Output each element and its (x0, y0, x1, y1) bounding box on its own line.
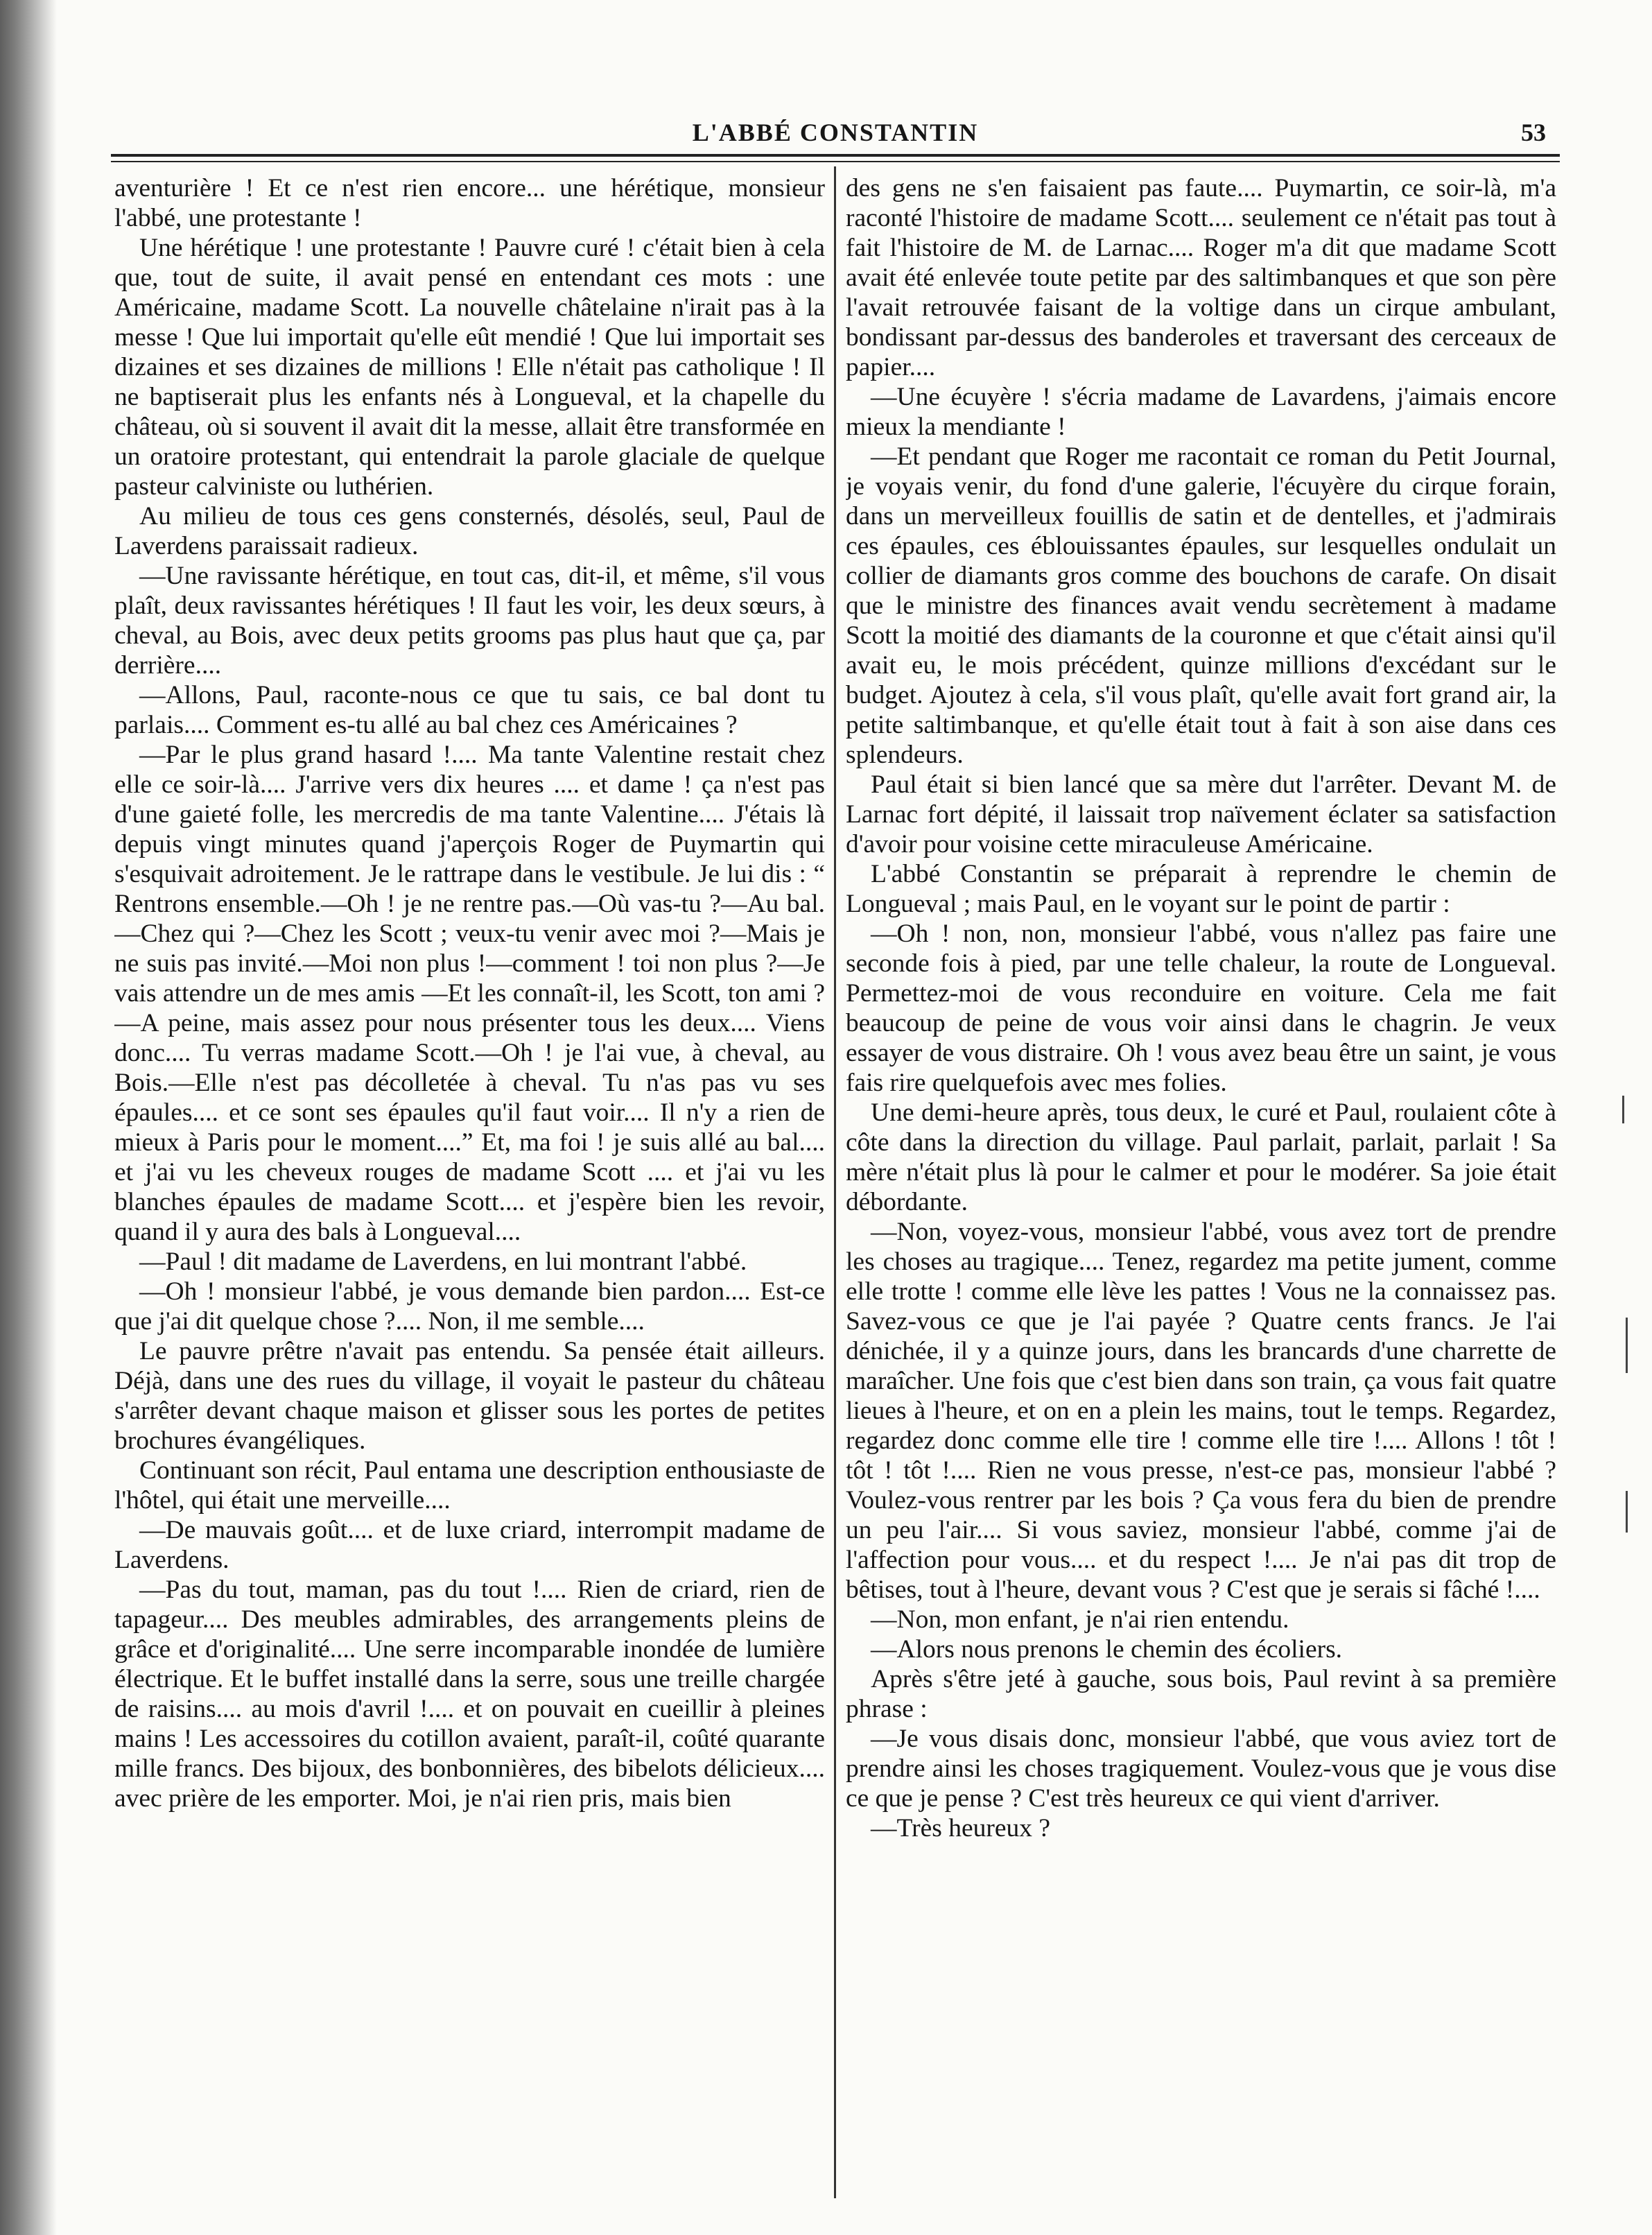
paragraph: Au milieu de tous ces gens consternés, désolés, seul, Paul de Laverdens paraissait radieux. (114, 502, 825, 560)
paragraph: —Et pendant que Roger me racontait ce roman du Petit Journal, je voyais venir, du fond d'une galerie, l'écuyère du cirque forain, dans un merveilleux fouillis de satin et de dentelles, et j'admirais ces épaules, ces éblouissantes épaules, sur lesquelles ondulait un collier de diamants gros comme des bouchons de carafe. On disait que le ministre des finances avait vendu secrètement à madame Scott la moitié des diamants de la couronne et que c'était ainsi qu'il avait eu, le mois précédent, quinze millions d'excédant sur le budget. Ajoutez à cela, s'il vous plaît, qu'elle avait fort grand air, la petite saltimbanque, et qu'elle était tout à fait à son aise dans ces splendeurs. (846, 442, 1556, 769)
paragraph: Une demi-heure après, tous deux, le curé et Paul, roulaient côte à côte dans la direction du village. Paul parlait, parlait, parlait ! Sa mère n'était plus là pour le calmer et pour le modérer. Sa joie était débordante. (846, 1098, 1556, 1216)
paragraph: —Oh ! monsieur l'abbé, je vous demande bien pardon.... Est-ce que j'ai dit quelque chose ?.... Non, il me semble.... (114, 1277, 825, 1336)
paragraph: —Une écuyère ! s'écria madame de Lavardens, j'aimais encore mieux la mendiante ! (846, 383, 1556, 441)
paragraph: —Une ravissante hérétique, en tout cas, dit-il, et même, s'il vous plaît, deux ravissantes hérétiques ! Il faut les voir, les deux sœurs, à cheval, au Bois, avec deux petits grooms pas plus haut que ça, par derrière.... (114, 562, 825, 680)
paragraph: Paul était si bien lancé que sa mère dut l'arrêter. Devant M. de Larnac fort dépité, il laissait trop naïvement éclater sa satisfaction d'avoir pour voisine cette miraculeuse Américaine. (846, 770, 1556, 858)
scan-margin-mark (1626, 1491, 1628, 1533)
paragraph: aventurière ! Et ce n'est rien encore... une hérétique, monsieur l'abbé, une protestante ! (114, 174, 825, 232)
right-column (846, 173, 1556, 2198)
column-divider (834, 166, 836, 2198)
paragraph: —Allons, Paul, raconte-nous ce que tu sais, ce bal dont tu parlais.... Comment es-tu allé au bal chez ces Américaines ? (114, 681, 825, 739)
paragraph: —Non, voyez-vous, monsieur l'abbé, vous avez tort de prendre les choses au tragique.... Tenez, regardez ma petite jument, comme elle trotte ! comme elle lève les pattes ! Vous ne la connaissez pas. Savez-vous ce que je l'ai payée ? Quatre cents francs. Je l'ai dénichée, il y a quinze jours, dans les brancards d'une charrette de maraîcher. Une fois que c'est bien dans son train, ça vous fait quatre lieues à l'heure, et on en a plein les mains, tout le temps. Regardez, regardez donc comme elle tire ! comme elle tire !.... Allons ! tôt ! tôt ! tôt !.... Rien ne vous presse, n'est-ce pas, monsieur l'abbé ? Voulez-vous rentrer par les bois ? Ça vous fera du bien de prendre un peu l'air.... Si vous saviez, monsieur l'abbé, comme j'ai de l'affection pour vous.... et du respect !.... Je n'ai pas dit trop de bêtises, tout à l'heure, devant vous ? C'est que je serais si fâché !.... (846, 1218, 1556, 1604)
paragraph: —Par le plus grand hasard !.... Ma tante Valentine restait chez elle ce soir-là.... J'arrive vers dix heures .... et dame ! ça n'est pas d'une gaieté folle, les mercredis de ma tante Valentine.... J'étais là depuis vingt minutes quand j'aperçois Roger de Puymartin qui s'esquivait adroitement. Je le rattrape dans le vestibule. Je lui dis : “ Rentrons ensemble.—Oh ! je ne rentre pas.—Où vas-tu ?—Au bal.—Chez qui ?—Chez les Scott ; veux-tu venir avec moi ?—Mais je ne suis pas invité.—Moi non plus !—comment ! toi non plus ?—Je vais attendre un de mes amis —Et les connaît-il, les Scott, ton ami ?—A peine, mais assez pour nous présenter tous les deux.... Viens donc.... Tu verras madame Scott.—Oh ! je l'ai vue, à cheval, au Bois.—Elle n'est pas décolletée à cheval. Tu n'as pas vu ses épaules.... et ce sont ses épaules qu'il faut voir.... Il n'y a rien de mieux à Paris pour le moment....” Et, ma foi ! je suis allé au bal.... et j'ai vu les cheveux rouges de madame Scott .... et j'ai vu les blanches épaules de madame Scott.... et j'espère bien les revoir, quand il y aura des bals à Longueval.... (114, 741, 825, 1246)
paragraph: L'abbé Constantin se préparait à reprendre le chemin de Longueval ; mais Paul, en le voyant sur le point de partir : (846, 860, 1556, 918)
paragraph: —Je vous disais donc, monsieur l'abbé, que vous aviez tort de prendre ainsi les choses tragiquement. Voulez-vous que je vous dise ce que je pense ? C'est très heureux ce qui vient d'arriver. (846, 1725, 1556, 1813)
paragraph: —Paul ! dit madame de Laverdens, en lui montrant l'abbé. (139, 1248, 747, 1276)
scan-margin-mark (1622, 1096, 1624, 1123)
paragraph: Continuant son récit, Paul entama une description enthousiaste de l'hôtel, qui était une merveille.... (114, 1456, 825, 1515)
paragraph: Après s'être jeté à gauche, sous bois, Paul revint à sa première phrase : (846, 1665, 1556, 1723)
page-number: 53 (1521, 119, 1546, 146)
paragraph: —Très heureux ? (871, 1814, 1050, 1843)
running-title: L'ABBÉ CONSTANTIN (692, 119, 979, 146)
paragraph: Le pauvre prêtre n'avait pas entendu. Sa pensée était ailleurs. Déjà, dans une des rues du village, il voyait le pasteur du château s'arrêter devant chaque maison et glisser sous les portes de petites brochures évangéliques. (114, 1337, 825, 1455)
paragraph: Une hérétique ! une protestante ! Pauvre curé ! c'était bien à cela que, tout de suite, il avait pensé en entendant ces mots : une Américaine, madame Scott. La nouvelle châtelaine n'irait pas à la messe ! Que lui importait qu'elle eût mendié ! Que lui importait ses dizaines et ses dizaines de millions ! Elle n'était pas catholique ! Il ne baptiserait plus les enfants nés à Longueval, et la chapelle du château, où si souvent il avait dit la messe, allait être transformée en un oratoire protestant, qui entendrait la parole glaciale de quelque pasteur calviniste ou luthérien. (114, 234, 825, 501)
header-rule (111, 154, 1560, 157)
paragraph: —Oh ! non, non, monsieur l'abbé, vous n'allez pas faire une seconde fois à pied, par une telle chaleur, la route de Longueval. Permettez-moi de vous reconduire en voiture. Cela me fait beaucoup de peine de vous voir ainsi dans le chagrin. Je veux essayer de vous distraire. Oh ! vous avez beau être un saint, je vous fais rire quelquefois avec mes folies. (846, 920, 1556, 1097)
paragraph: —Alors nous prenons le chemin des écoliers. (871, 1635, 1343, 1664)
scan-margin-mark (1626, 1318, 1628, 1373)
header-rule-thin (111, 161, 1560, 162)
left-column (114, 173, 825, 2198)
paragraph: des gens ne s'en faisaient pas faute.... Puymartin, ce soir-là, m'a raconté l'histoire de madame Scott.... seulement ce n'était pas tout à fait l'histoire de M. de Larnac.... Roger m'a dit que madame Scott avait été enlevée toute petite par des saltimbanques et que son père l'avait retrouvée faisant de la voltige dans un cirque ambulant, bondissant par-dessus des banderoles et traversant des cerceaux de papier.... (846, 174, 1556, 381)
scan-binding-edge (0, 0, 57, 2235)
paragraph: —De mauvais goût.... et de luxe criard, interrompit madame de Laverdens. (114, 1516, 825, 1574)
paragraph: —Non, mon enfant, je n'ai rien entendu. (871, 1605, 1289, 1634)
page-header (111, 118, 1560, 159)
paragraph: —Pas du tout, maman, pas du tout !.... Rien de criard, rien de tapageur.... Des meubles admirables, des arrangements pleins de grâce et d'originalité.... Une serre incomparable inondée de lumière électrique. Et le buffet installé dans la serre, sous une treille chargée de raisins.... au mois d'avril !.... et on pouvait en cueillir à pleines mains ! Les accessoires du cotillon avaient, paraît-il, coûté quarante mille francs. Des bijoux, des bonbonnières, des bibelots délicieux.... avec prière de les emporter. Moi, je n'ai rien pris, mais bien (114, 1576, 825, 1813)
